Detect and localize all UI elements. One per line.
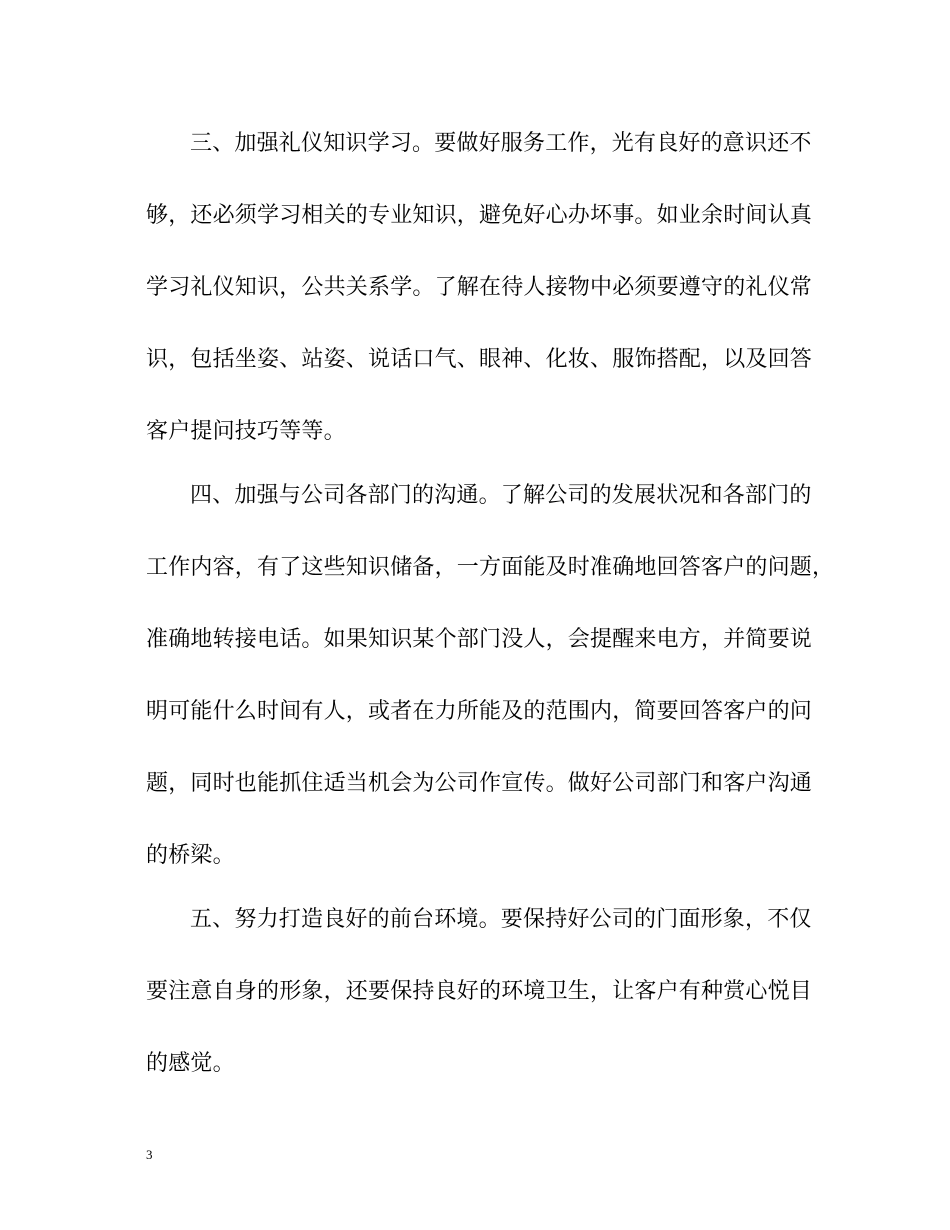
section-five-line-1: 五、努力打造良好的前台环境。要保持好公司的门面形象，不仅: [190, 907, 812, 932]
section-four-line-3: 准确地转接电话。如果知识某个部门没人，会提醒来电方，并简要说: [146, 627, 813, 652]
section-five-line-2: 要注意自身的形象，还要保持良好的环境卫生，让客户有种赏心悦目: [146, 979, 813, 1004]
section-three-line-4: 识，包括坐姿、站姿、说话口气、眼神、化妆、服饰搭配，以及回答: [146, 347, 813, 372]
section-four-line-5: 题，同时也能抓住适当机会为公司作宣传。做好公司部门和客户沟通: [146, 771, 813, 796]
section-four-line-1: 四、加强与公司各部门的沟通。了解公司的发展状况和各部门的: [190, 483, 812, 508]
section-three-line-5: 客户提问技巧等等。: [146, 419, 346, 444]
section-four-line-6: 的桥梁。: [146, 843, 235, 868]
section-three-line-3: 学习礼仪知识，公共关系学。了解在待人接物中必须要遵守的礼仪常: [146, 275, 813, 300]
section-four-line-2: 工作内容，有了这些知识储备，一方面能及时准确地回答客户的问题，: [146, 555, 835, 580]
section-three-line-2: 够，还必须学习相关的专业知识，避免好心办坏事。如业余时间认真: [146, 203, 813, 228]
section-three-line-1: 三、加强礼仪知识学习。要做好服务工作，光有良好的意识还不: [190, 131, 812, 156]
page-number: 3: [146, 1147, 153, 1162]
section-four-line-4: 明可能什么时间有人，或者在力所能及的范围内，简要回答客户的问: [146, 699, 813, 724]
section-five-line-3: 的感觉。: [146, 1051, 235, 1076]
